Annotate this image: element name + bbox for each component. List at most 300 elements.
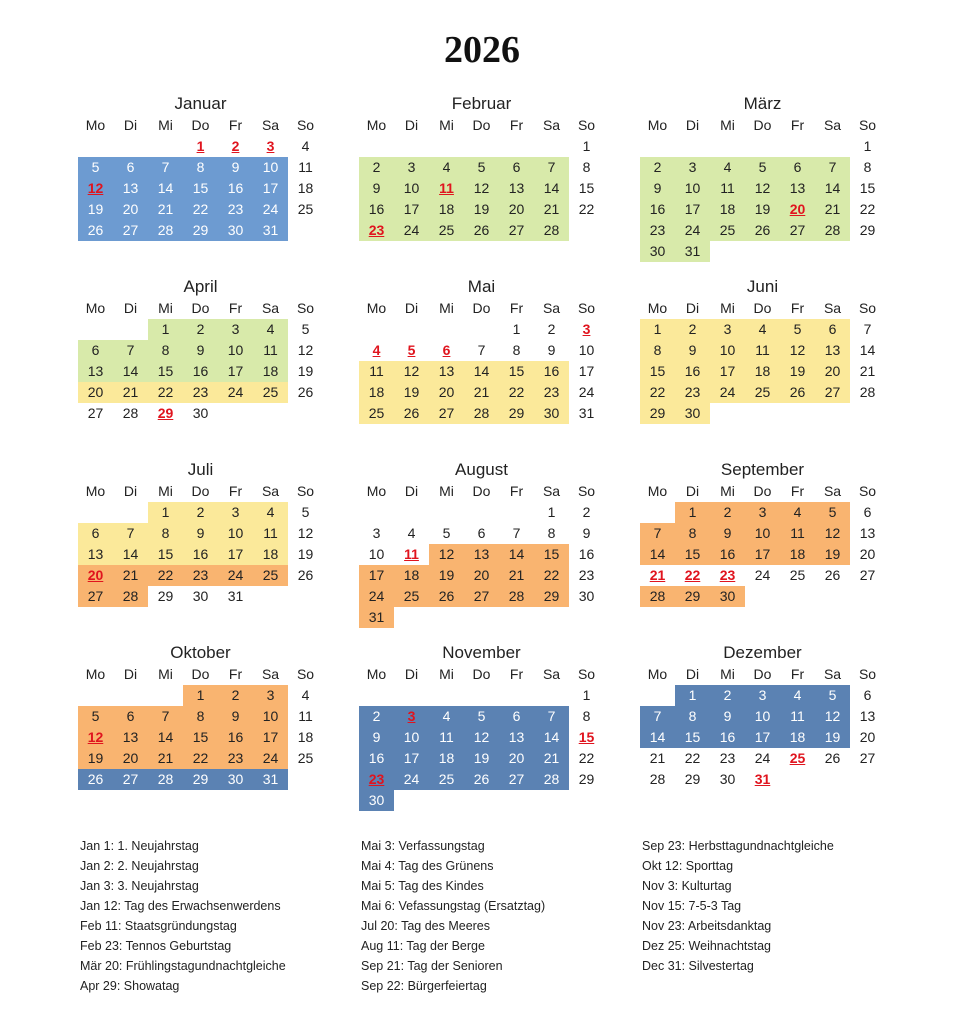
day-cell: 13 (815, 340, 850, 361)
legend-item: Mai 5: Tag des Kindes (361, 879, 484, 893)
day-cell: 10 (368, 546, 385, 562)
weekday-header: Do (191, 300, 210, 316)
day-cell: 30 (192, 405, 209, 421)
day-cell: 5 (301, 504, 310, 520)
holiday-day-cell: 5 (407, 342, 416, 358)
weekday-header: Di (685, 300, 700, 316)
day-cell: 17 (218, 544, 253, 565)
day-cell: 22 (148, 382, 183, 403)
weekday-header: Sa (542, 666, 561, 682)
day-cell: 31 (578, 405, 595, 421)
day-cell: 2 (218, 685, 253, 706)
day-cell: 13 (113, 727, 148, 748)
weekday-header: Sa (823, 666, 842, 682)
weekday-header: Mi (158, 300, 173, 316)
holiday-day-cell: 3 (394, 706, 429, 727)
legend-item: Sep 23: Herbsttagundnachtgleiche (642, 839, 834, 853)
legend-item: Okt 12: Sporttag (642, 859, 734, 873)
day-cell: 20 (499, 748, 534, 769)
legend-item: Sep 21: Tag der Senioren (361, 959, 503, 973)
holiday-day-cell: 29 (157, 405, 174, 421)
weekday-header: So (296, 300, 315, 316)
weekday-header: Fr (509, 483, 524, 499)
day-cell: 28 (649, 771, 666, 787)
day-cell: 16 (218, 727, 253, 748)
holiday-day-cell: 23 (359, 769, 394, 790)
day-cell: 8 (512, 342, 521, 358)
day-cell: 28 (640, 586, 675, 607)
legend-item: Nov 3: Kulturtag (642, 879, 732, 893)
day-cell: 21 (534, 748, 569, 769)
day-cell: 11 (429, 727, 464, 748)
day-cell: 13 (780, 178, 815, 199)
day-cell: 2 (547, 321, 556, 337)
day-cell: 18 (429, 748, 464, 769)
day-cell: 17 (745, 727, 780, 748)
weekday-header: So (296, 666, 315, 682)
day-cell: 20 (464, 565, 499, 586)
day-cell: 9 (640, 178, 675, 199)
empty-cell (815, 136, 850, 157)
weekday-header: Fr (790, 666, 805, 682)
empty-cell (464, 502, 499, 523)
day-cell: 4 (407, 525, 416, 541)
empty-cell (78, 502, 113, 523)
empty-cell (429, 136, 464, 157)
weekday-header: Sa (542, 117, 561, 133)
holiday-day-cell: 12 (78, 727, 113, 748)
day-cell: 6 (78, 340, 113, 361)
day-cell: 24 (710, 382, 745, 403)
holiday-day-cell: 31 (754, 771, 771, 787)
legend-item: Apr 29: Showatag (80, 979, 180, 993)
day-cell: 24 (394, 220, 429, 241)
day-cell: 30 (719, 771, 736, 787)
day-cell: 27 (87, 405, 104, 421)
day-cell: 29 (183, 769, 218, 790)
weekday-header: Di (404, 117, 419, 133)
day-cell: 25 (745, 382, 780, 403)
day-cell: 25 (429, 769, 464, 790)
day-cell: 4 (301, 138, 310, 154)
day-cell: 28 (113, 586, 148, 607)
legend-column (642, 836, 834, 976)
weekday-header: Di (123, 666, 138, 682)
day-cell: 19 (297, 546, 314, 562)
day-cell: 3 (372, 525, 381, 541)
day-cell: 1 (547, 504, 556, 520)
day-cell: 23 (218, 199, 253, 220)
day-cell: 13 (859, 525, 876, 541)
day-cell: 26 (824, 750, 841, 766)
day-cell: 13 (859, 708, 876, 724)
day-cell: 3 (745, 685, 780, 706)
day-cell: 20 (859, 546, 876, 562)
day-cell: 23 (183, 382, 218, 403)
day-cell: 29 (675, 586, 710, 607)
weekday-header: Do (753, 300, 772, 316)
holiday-day-cell: 3 (582, 321, 591, 337)
day-cell: 14 (499, 544, 534, 565)
day-cell: 16 (675, 361, 710, 382)
empty-cell (359, 319, 394, 340)
day-cell: 4 (710, 157, 745, 178)
day-cell: 14 (464, 361, 499, 382)
day-cell: 8 (863, 159, 872, 175)
weekday-header: Do (191, 666, 210, 682)
day-cell: 26 (464, 769, 499, 790)
day-cell: 16 (183, 544, 218, 565)
empty-cell (780, 136, 815, 157)
empty-cell (78, 136, 113, 157)
day-cell: 23 (578, 567, 595, 583)
legend-item: Nov 23: Arbeitsdanktag (642, 919, 772, 933)
month-februar (359, 93, 604, 241)
day-cell: 10 (253, 706, 288, 727)
day-cell: 25 (359, 403, 394, 424)
day-cell: 12 (815, 706, 850, 727)
day-cell: 4 (253, 502, 288, 523)
day-cell: 25 (297, 201, 314, 217)
day-cell: 7 (113, 523, 148, 544)
day-cell: 1 (582, 138, 591, 154)
holiday-day-cell: 2 (231, 138, 240, 154)
day-cell: 5 (780, 319, 815, 340)
weekday-header: Mi (158, 117, 173, 133)
day-cell: 1 (675, 502, 710, 523)
day-cell: 8 (183, 706, 218, 727)
weekday-header: So (858, 483, 877, 499)
day-cell: 26 (429, 586, 464, 607)
month-name: August (455, 460, 508, 479)
day-cell: 28 (122, 405, 139, 421)
day-cell: 12 (464, 178, 499, 199)
day-cell: 15 (675, 727, 710, 748)
day-cell: 8 (640, 340, 675, 361)
empty-cell (499, 685, 534, 706)
weekday-header: Sa (261, 483, 280, 499)
day-cell: 18 (253, 544, 288, 565)
day-cell: 10 (578, 342, 595, 358)
day-cell: 30 (578, 588, 595, 604)
empty-cell (359, 685, 394, 706)
day-cell: 9 (675, 340, 710, 361)
empty-cell (113, 502, 148, 523)
day-cell: 27 (815, 382, 850, 403)
day-cell: 27 (499, 220, 534, 241)
day-cell: 23 (183, 565, 218, 586)
day-cell: 10 (218, 340, 253, 361)
day-cell: 8 (582, 159, 591, 175)
day-cell: 8 (675, 523, 710, 544)
day-cell: 10 (745, 523, 780, 544)
day-cell: 18 (297, 180, 314, 196)
weekday-header: Di (123, 117, 138, 133)
month-name: Februar (451, 94, 512, 113)
day-cell: 22 (578, 750, 595, 766)
day-cell: 14 (113, 361, 148, 382)
day-cell: 2 (675, 319, 710, 340)
day-cell: 19 (78, 748, 113, 769)
legend-item: Mai 3: Verfassungstag (361, 839, 485, 853)
day-cell: 15 (499, 361, 534, 382)
weekday-header: So (577, 483, 596, 499)
day-cell: 10 (394, 178, 429, 199)
day-cell: 5 (78, 706, 113, 727)
day-cell: 10 (675, 178, 710, 199)
weekday-header: So (577, 666, 596, 682)
weekday-header: Sa (261, 300, 280, 316)
weekday-header: Sa (823, 483, 842, 499)
day-cell: 18 (710, 199, 745, 220)
month-oktober (78, 642, 323, 790)
day-cell: 6 (815, 319, 850, 340)
weekday-header: Fr (790, 300, 805, 316)
month-grid (359, 115, 604, 241)
day-cell: 21 (534, 199, 569, 220)
day-cell: 6 (113, 157, 148, 178)
day-cell: 19 (78, 199, 113, 220)
day-cell: 18 (780, 727, 815, 748)
month-name: September (720, 460, 805, 479)
day-cell: 3 (218, 319, 253, 340)
legend-item: Sep 22: Bürgerfeiertag (361, 979, 487, 993)
day-cell: 4 (301, 687, 310, 703)
day-cell: 24 (754, 750, 771, 766)
legend-item: Jul 20: Tag des Meeres (361, 919, 491, 933)
day-cell: 21 (649, 750, 666, 766)
day-cell: 22 (684, 750, 701, 766)
day-cell: 30 (640, 241, 675, 262)
legend-item: Dez 25: Weihnachtstag (642, 939, 772, 953)
day-cell: 7 (863, 321, 872, 337)
month-september (640, 459, 885, 607)
holiday-day-cell: 15 (578, 729, 595, 745)
day-cell: 27 (113, 769, 148, 790)
empty-cell (78, 319, 113, 340)
month-juni (640, 276, 885, 424)
weekday-header: Sa (542, 300, 561, 316)
day-cell: 8 (183, 157, 218, 178)
day-cell: 17 (710, 361, 745, 382)
day-cell: 8 (547, 525, 556, 541)
day-cell: 29 (578, 771, 595, 787)
day-cell: 11 (298, 708, 313, 724)
day-cell: 1 (675, 685, 710, 706)
empty-cell (148, 685, 183, 706)
day-cell: 17 (394, 748, 429, 769)
weekday-header: Do (472, 300, 491, 316)
empty-cell (640, 685, 675, 706)
day-cell: 13 (464, 544, 499, 565)
weekday-header: Mo (85, 117, 106, 133)
day-cell: 24 (218, 565, 253, 586)
day-cell: 8 (148, 523, 183, 544)
day-cell: 7 (512, 525, 521, 541)
day-cell: 20 (113, 199, 148, 220)
day-cell: 15 (859, 180, 876, 196)
holiday-day-cell: 11 (429, 178, 464, 199)
day-cell: 23 (675, 382, 710, 403)
day-cell: 11 (710, 178, 745, 199)
day-cell: 20 (113, 748, 148, 769)
day-cell: 24 (578, 384, 595, 400)
weekday-header: Di (404, 666, 419, 682)
day-cell: 27 (780, 220, 815, 241)
holiday-day-cell: 3 (266, 138, 275, 154)
legend-item: Feb 11: Staatsgründungstag (80, 919, 237, 933)
day-cell: 25 (253, 382, 288, 403)
day-cell: 4 (429, 706, 464, 727)
day-cell: 24 (218, 382, 253, 403)
day-cell: 3 (675, 157, 710, 178)
weekday-header: Mo (647, 300, 668, 316)
day-cell: 29 (157, 588, 174, 604)
day-cell: 11 (780, 706, 815, 727)
weekday-header: So (858, 666, 877, 682)
day-cell: 29 (859, 222, 876, 238)
day-cell: 14 (640, 544, 675, 565)
day-cell: 21 (113, 382, 148, 403)
day-cell: 7 (640, 523, 675, 544)
day-cell: 4 (429, 157, 464, 178)
day-cell: 22 (859, 201, 876, 217)
weekday-header: Fr (228, 666, 243, 682)
day-cell: 26 (780, 382, 815, 403)
weekday-header: Fr (228, 483, 243, 499)
day-cell: 1 (512, 321, 521, 337)
empty-cell (429, 685, 464, 706)
day-cell: 11 (253, 340, 288, 361)
day-cell: 22 (640, 382, 675, 403)
day-cell: 5 (301, 321, 310, 337)
day-cell: 14 (148, 727, 183, 748)
day-cell: 1 (640, 319, 675, 340)
day-cell: 16 (534, 361, 569, 382)
day-cell: 20 (499, 199, 534, 220)
day-cell: 26 (745, 220, 780, 241)
day-cell: 15 (675, 544, 710, 565)
holiday-day-cell: 20 (780, 199, 815, 220)
day-cell: 27 (499, 769, 534, 790)
empty-cell (640, 136, 675, 157)
day-cell: 13 (113, 178, 148, 199)
day-cell: 24 (253, 199, 288, 220)
day-cell: 15 (534, 544, 569, 565)
empty-cell (113, 685, 148, 706)
weekday-header: Sa (823, 117, 842, 133)
month-april (78, 276, 323, 424)
legend-item: Nov 15: 7-5-3 Tag (642, 899, 742, 913)
legend-item: Mai 6: Vefassungstag (Ersatztag) (361, 899, 546, 913)
month-name: März (743, 94, 782, 113)
day-cell: 9 (183, 340, 218, 361)
day-cell: 25 (394, 586, 429, 607)
month-november (359, 642, 604, 811)
day-cell: 26 (824, 567, 841, 583)
month-name: Juli (187, 460, 214, 479)
day-cell: 14 (534, 727, 569, 748)
day-cell: 11 (745, 340, 780, 361)
day-cell: 26 (78, 220, 113, 241)
weekday-header: Mi (439, 666, 454, 682)
day-cell: 15 (578, 180, 595, 196)
day-cell: 7 (534, 157, 569, 178)
weekday-header: Mo (647, 117, 668, 133)
day-cell: 24 (394, 769, 429, 790)
day-cell: 21 (815, 199, 850, 220)
day-cell: 25 (429, 220, 464, 241)
day-cell: 22 (578, 201, 595, 217)
weekday-header: Sa (823, 300, 842, 316)
day-cell: 21 (859, 363, 876, 379)
day-cell: 19 (297, 363, 314, 379)
day-cell: 11 (253, 523, 288, 544)
day-cell: 19 (745, 199, 780, 220)
day-cell: 18 (253, 361, 288, 382)
holiday-day-cell: 12 (78, 178, 113, 199)
day-cell: 31 (359, 607, 394, 628)
day-cell: 22 (183, 199, 218, 220)
holiday-day-cell: 21 (649, 567, 666, 583)
weekday-header: Di (123, 300, 138, 316)
day-cell: 30 (218, 220, 253, 241)
day-cell: 13 (78, 544, 113, 565)
day-cell: 15 (183, 178, 218, 199)
day-cell: 5 (815, 685, 850, 706)
day-cell: 31 (253, 220, 288, 241)
empty-cell (359, 502, 394, 523)
day-cell: 23 (534, 382, 569, 403)
day-cell: 6 (863, 504, 872, 520)
day-cell: 6 (499, 157, 534, 178)
legend-item: Jan 2: 2. Neujahrstag (80, 859, 199, 873)
day-cell: 18 (359, 382, 394, 403)
day-cell: 7 (113, 340, 148, 361)
month-name: Januar (174, 94, 227, 113)
day-cell: 15 (183, 727, 218, 748)
day-cell: 16 (578, 546, 595, 562)
day-cell: 29 (684, 771, 701, 787)
day-cell: 14 (859, 342, 876, 358)
day-cell: 2 (710, 685, 745, 706)
day-cell: 4 (780, 685, 815, 706)
day-cell: 19 (780, 361, 815, 382)
day-cell: 12 (297, 342, 314, 358)
empty-cell (640, 502, 675, 523)
day-cell: 24 (359, 586, 394, 607)
month-grid (640, 664, 885, 790)
empty-cell (745, 136, 780, 157)
day-cell: 16 (710, 727, 745, 748)
day-cell: 6 (499, 706, 534, 727)
empty-cell (464, 136, 499, 157)
day-cell: 2 (183, 319, 218, 340)
empty-cell (78, 685, 113, 706)
day-cell: 5 (745, 157, 780, 178)
day-cell: 9 (183, 523, 218, 544)
day-cell: 16 (218, 178, 253, 199)
day-cell: 10 (710, 340, 745, 361)
holiday-day-cell: 23 (719, 567, 736, 583)
weekday-header: Fr (509, 666, 524, 682)
weekday-header: Fr (790, 117, 805, 133)
weekday-header: So (858, 117, 877, 133)
legend-column (361, 836, 545, 996)
day-cell: 17 (218, 361, 253, 382)
day-cell: 12 (745, 178, 780, 199)
day-cell: 15 (640, 361, 675, 382)
